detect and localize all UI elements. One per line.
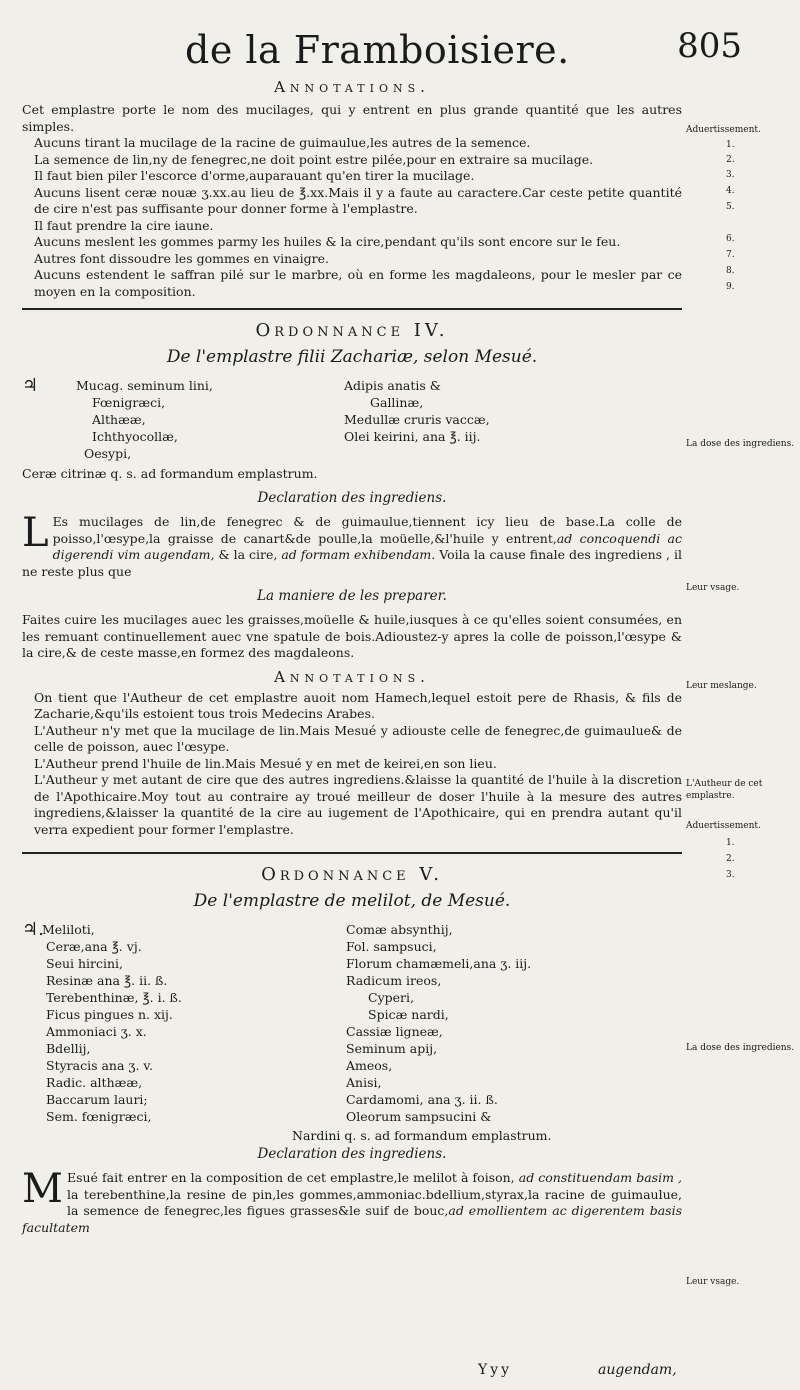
margin-number: 5. bbox=[726, 202, 735, 212]
declaration-text: M Esué fait entrer en la composition de cet emplastre,le melilot à foison, ad constituendam basim , la terebenthine,la resine de pin,les gommes,ammoniac.bdellium,styrax,la racine de guimaulue, la semence de fenegrec,les figues grasses&le suif de bouc,ad emollientem ac digerentem basis facultatem bbox=[22, 1166, 682, 1235]
margin-note: L'Autheur de cet emplastre. bbox=[686, 779, 763, 801]
ingredient: Styracis ana ʒ. v. bbox=[46, 1058, 153, 1073]
annotation-paragraph: Aucuns tirant la mucilage de la racine de guimaulue,les autres de la semence. bbox=[34, 135, 531, 150]
ingredient: Oesypi, bbox=[84, 446, 132, 461]
margin-number: 2. bbox=[726, 155, 735, 165]
margin-note: Leur vsage. bbox=[686, 1277, 740, 1287]
ingredient: Oleorum sampsucini & bbox=[346, 1109, 492, 1124]
ingredients-right-column bbox=[344, 377, 490, 445]
ingredient: Anisi, bbox=[346, 1075, 382, 1090]
annotation-paragraph: Aucuns lisent ceræ nouæ ʒ.xx.au lieu de ℥.xx.Mais il y a faute au caractere.Car ceste petite quantité de cire n'est pas suffisante pour donner forme à l'emplastre. bbox=[34, 184, 682, 216]
ingredient: Terebenthinæ, ℥. i. ß. bbox=[46, 990, 182, 1005]
page-header bbox=[0, 10, 800, 74]
margin-note: Leur meslange. bbox=[686, 681, 757, 691]
annotation-paragraph: L'Autheur prend l'huile de lin.Mais Mesué y en met de keirei,en son lieu. bbox=[34, 755, 497, 771]
margin-number: 6. bbox=[726, 234, 735, 244]
margin-note: Leur vsage. bbox=[686, 583, 740, 593]
declaration-title: Declaration des ingrediens. bbox=[257, 490, 447, 506]
page-number: 805 bbox=[677, 26, 742, 66]
ingredient: Resinæ ana ℥. ii. ß. bbox=[46, 973, 168, 988]
ingredient: Adipis anatis & bbox=[344, 378, 441, 393]
annotations-heading: Annotations. bbox=[274, 667, 430, 686]
annotation-paragraph: L'Autheur n'y met que la mucilage de lin.Mais Mesué y adiouste celle de fenegrec,de guimaulue& de celle de poisson, auec l'œsype. bbox=[34, 722, 682, 754]
signature-mark: Yyy bbox=[478, 1362, 513, 1378]
margin-number: 8. bbox=[726, 266, 735, 276]
catchword: augendam, bbox=[598, 1362, 677, 1378]
margin-note: Aduertissement. bbox=[686, 125, 761, 135]
margin-number: 1. bbox=[726, 838, 735, 848]
ingredient: Ameos, bbox=[346, 1058, 393, 1073]
ingredient: Meliloti, bbox=[42, 922, 95, 937]
annotations-block-1 bbox=[22, 102, 682, 300]
ingredient: Cassiæ ligneæ, bbox=[346, 1024, 443, 1039]
declaration-text: L Es mucilages de lin,de fenegrec & de guimaulue,tiennent icy lieu de base.La colle de poisso,l'œsype,la graisse de canart&de poulle,la moüelle,&l'huile y entrent,ad concoquendi ac digerendi vim augendam, & la cire, ad formam exhibendam. Voila la cause finale des ingrediens , il ne reste plus que bbox=[22, 510, 683, 579]
ordonnance-title: Ordonnance IV. bbox=[255, 320, 449, 341]
recipe-symbol: ♃ bbox=[22, 375, 39, 396]
annotation-paragraph: On tient que l'Autheur de cet emplastre auoit nom Hamech,lequel estoit pere de Rhasis, & fils de Zacharie,&qu'ils estoient tous trois Medecins Arabes. bbox=[34, 689, 682, 721]
ingredient: Florum chamæmeli,ana ʒ. iij. bbox=[346, 956, 532, 971]
recipe-final-line: Ceræ citrinæ q. s. ad formandum emplastrum. bbox=[22, 466, 318, 481]
ingredient: Mucag. seminum lini, bbox=[76, 378, 213, 393]
recipe-ingredients bbox=[22, 377, 682, 465]
preparation-title: La maniere de les preparer. bbox=[257, 588, 447, 604]
section-divider bbox=[22, 308, 682, 310]
margin-note: Aduertissement. bbox=[686, 821, 761, 831]
margin-number: 9. bbox=[726, 282, 735, 292]
ingredients-left-column bbox=[76, 377, 213, 462]
recipe-final-line: Nardini q. s. ad formandum emplastrum. bbox=[292, 1128, 552, 1143]
ingredient: Seminum apij, bbox=[346, 1041, 438, 1056]
drop-cap: M bbox=[22, 1166, 63, 1212]
annotation-paragraph: Aucuns meslent les gommes parmy les huiles & la cire,pendant qu'ils sont encore sur le feu. bbox=[34, 234, 621, 249]
declaration-title: Declaration des ingrediens. bbox=[257, 1146, 447, 1162]
annotation-paragraph: Autres font dissoudre les gommes en vinaigre. bbox=[34, 250, 329, 266]
ingredient: Ammoniaci ʒ. x. bbox=[46, 1024, 147, 1039]
ingredient: Medullæ cruris vaccæ, bbox=[344, 412, 490, 427]
margin-number: 3. bbox=[726, 170, 735, 180]
ingredient: Ceræ,ana ℥. vj. bbox=[46, 939, 142, 954]
margin-number: 3. bbox=[726, 870, 735, 880]
ingredient: Baccarum lauri; bbox=[46, 1092, 148, 1107]
margin-note: La dose des ingrediens. bbox=[686, 1043, 795, 1053]
annotation-paragraph: Il faut prendre la cire iaune. bbox=[34, 217, 214, 233]
preparation-text: Faites cuire les mucilages auec les graisses,moüelle & huile,iusques à ce qu'elles soient consumées, en les remuant continuellement auec vne spatule de bois.Adioustez-y apres la colle de poisson,l'œsype & la cire,& de ceste masse,en formez des magdaleons. bbox=[22, 612, 682, 660]
annotations-block-2 bbox=[22, 690, 682, 839]
section-divider bbox=[22, 852, 682, 854]
ingredient: Fœnigræci, bbox=[92, 395, 166, 410]
ingredient: Althææ, bbox=[92, 412, 146, 427]
ingredients-right-column bbox=[346, 921, 531, 1125]
margin-number: 4. bbox=[726, 186, 735, 196]
ingredient: Radicum ireos, bbox=[346, 973, 442, 988]
recipe-ingredients bbox=[22, 921, 682, 1127]
annotation-paragraph: La semence de lin,ny de fenegrec,ne doit point estre pilée,pour en extraire sa mucilage. bbox=[34, 151, 594, 167]
ingredient: Olei keirini, ana ℥. iij. bbox=[344, 429, 481, 444]
margin-number: 7. bbox=[726, 250, 735, 260]
running-title: de la Framboisiere. bbox=[185, 28, 570, 72]
ingredient: Cardamomi, ana ʒ. ii. ß. bbox=[346, 1092, 498, 1107]
ingredient: Radic. althææ, bbox=[46, 1075, 143, 1090]
ingredient: Bdellij, bbox=[46, 1041, 91, 1056]
annotation-paragraph: Il faut bien piler l'escorce d'orme,auparauant qu'en tirer la mucilage. bbox=[34, 168, 475, 183]
ordonnance-subtitle: De l'emplastre filii Zachariæ, selon Mesué. bbox=[166, 347, 538, 367]
drop-cap: L bbox=[22, 510, 49, 556]
margin-number: 2. bbox=[726, 854, 735, 864]
margin-note: La dose des ingrediens. bbox=[686, 439, 795, 449]
ingredient: Seui hircini, bbox=[46, 956, 124, 971]
ingredients-left-column bbox=[36, 921, 182, 1125]
margin-number: 1. bbox=[726, 140, 735, 150]
recipe-symbol: ♃. bbox=[22, 919, 44, 940]
main-text-column bbox=[22, 78, 682, 1236]
margin-notes bbox=[686, 0, 798, 1390]
ingredient: Ficus pingues n. xij. bbox=[46, 1007, 173, 1022]
ordonnance-title: Ordonnance V. bbox=[261, 864, 443, 885]
annotation-paragraph: L'Autheur y met autant de cire que des autres ingrediens.&laisse la quantité de l'huile à la discretion de l'Apothicaire.Moy tout au contraire ay troué meilleur de doser l'huile à la mesure des autres ingrediens,&laisser la quantité de la cire au iugement de l'Apothicaire, qui en prendra autant qu'il verra expedient pour former l'emplastre. bbox=[34, 772, 682, 837]
ingredient: Cyperi, bbox=[368, 990, 414, 1005]
ingredient: Sem. fœnigræci, bbox=[46, 1109, 152, 1124]
ingredient: Fol. sampsuci, bbox=[346, 939, 437, 954]
annotation-paragraph: Aucuns estendent le saffran pilé sur le marbre, où en forme les magdaleons, pour le mesler par ce moyen en la composition. bbox=[34, 267, 682, 299]
ingredient: Gallinæ, bbox=[370, 395, 424, 410]
annotations-heading: Annotations. bbox=[274, 78, 430, 96]
ingredient: Ichthyocollæ, bbox=[92, 429, 178, 444]
ordonnance-subtitle: De l'emplastre de melilot, de Mesué. bbox=[193, 891, 511, 911]
annotation-paragraph: Cet emplastre porte le nom des mucilages, qui y entrent en plus grande quantité que les autres simples. bbox=[22, 102, 682, 134]
ingredient: Spicæ nardi, bbox=[368, 1007, 449, 1022]
ingredient: Comæ absynthij, bbox=[346, 922, 453, 937]
